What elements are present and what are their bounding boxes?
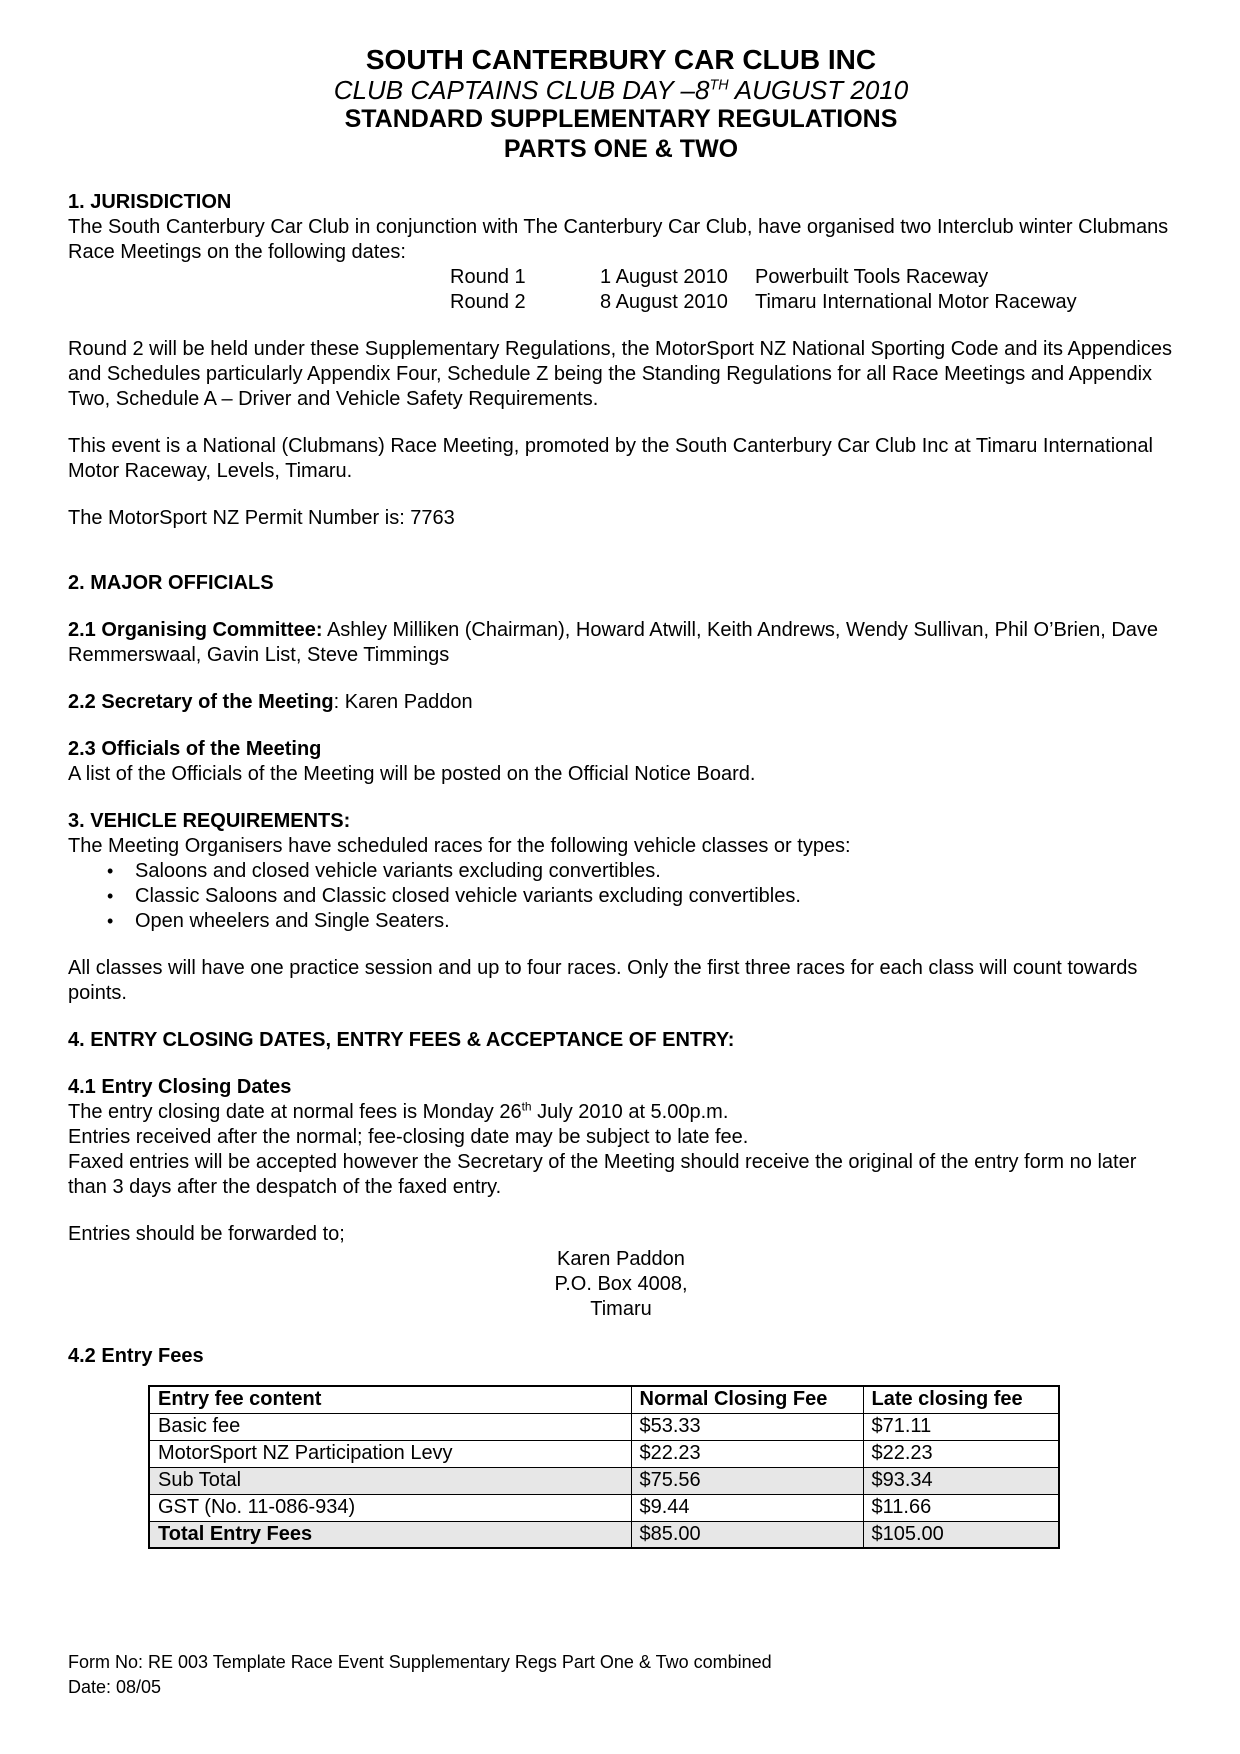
- vehicle-intro: The Meeting Organisers have scheduled races for the following vehicle classes or types:: [68, 835, 851, 857]
- round-2-date: 8 August 2010: [600, 291, 728, 313]
- secretary-name: : Karen Paddon: [333, 691, 473, 713]
- fees-header-normal: Normal Closing Fee: [631, 1386, 863, 1413]
- fee-late-value: $11.66: [863, 1494, 1059, 1521]
- fees-row-participation-levy: [149, 1440, 1059, 1467]
- fee-normal-value: $22.23: [631, 1440, 863, 1467]
- round-2-venue: Timaru International Motor Raceway: [755, 291, 1077, 313]
- entry-closing-line-3: Faxed entries will be accepted however the Secretary of the Meeting should receive the original of the entry form no later than 3 days after the despatch of the faxed entry.: [68, 1151, 1137, 1198]
- fee-label: GST (No. 11-086-934): [149, 1494, 631, 1521]
- fee-label: Basic fee: [149, 1413, 631, 1440]
- document-header: [68, 44, 1174, 164]
- fee-normal-value: $53.33: [631, 1413, 863, 1440]
- fee-normal-value: $85.00: [631, 1521, 863, 1548]
- vehicle-bullet-2-text: Classic Saloons and Classic closed vehicle variants excluding convertibles.: [135, 885, 801, 907]
- event-subtitle-suffix: AUGUST 2010: [728, 75, 909, 105]
- fee-label: Sub Total: [149, 1467, 631, 1494]
- section-entry: [68, 1028, 1174, 1549]
- address-city: Timaru: [590, 1298, 652, 1320]
- officials-heading: 2. MAJOR OFFICIALS: [68, 572, 274, 594]
- bullet-icon: [107, 884, 135, 909]
- section-major-officials: [68, 571, 1174, 787]
- organising-committee-names: Ashley Milliken (Chairman), Howard Atwill, Keith Andrews, Wendy Sullivan, Phil O’Brien, Dave Remmerswaal, Gavin List, Steve Timmings: [68, 619, 1159, 666]
- vehicle-bullet-1: [68, 859, 1174, 884]
- fees-header-content: Entry fee content: [149, 1386, 631, 1413]
- fee-normal-value: $9.44: [631, 1494, 863, 1521]
- vehicle-heading: 3. VEHICLE REQUIREMENTS:: [68, 810, 351, 832]
- entry-closing-line-2: Entries received after the normal; fee-closing date may be subject to late fee.: [68, 1126, 749, 1148]
- form-number-line: Form No: RE 003 Template Race Event Supplementary Regs Part One & Two combined: [68, 1652, 772, 1672]
- jurisdiction-regulations-paragraph: Round 2 will be held under these Supplementary Regulations, the MotorSport NZ National Sporting Code and its Appendices and Schedules particularly Appendix Four, Schedule Z being the Standing Regulations for all Race Meetings and Appendix Two, Schedule A – Driver and Vehicle Safety Requirements.: [68, 338, 1172, 410]
- event-subtitle: [68, 75, 1174, 105]
- permit-number-line: The MotorSport NZ Permit Number is: 7763: [68, 507, 455, 529]
- fee-late-value: $105.00: [863, 1521, 1059, 1548]
- entry-closing-line-1-suffix: July 2010 at 5.00p.m.: [531, 1101, 729, 1123]
- fee-label: MotorSport NZ Participation Levy: [149, 1440, 631, 1467]
- fee-late-value: $93.34: [863, 1467, 1059, 1494]
- fee-late-value: $22.23: [863, 1440, 1059, 1467]
- secretary-label: 2.2 Secretary of the Meeting: [68, 691, 334, 713]
- entry-closing-line-1-prefix: The entry closing date at normal fees is Monday 26: [68, 1101, 522, 1123]
- vehicle-bullet-1-text: Saloons and closed vehicle variants excluding convertibles.: [135, 860, 661, 882]
- event-subtitle-superscript: TH: [709, 77, 729, 94]
- vehicle-bullet-2: [68, 884, 1174, 909]
- document-footer: [68, 1650, 772, 1700]
- fee-late-value: $71.11: [863, 1413, 1059, 1440]
- jurisdiction-intro: The South Canterbury Car Club in conjunction with The Canterbury Car Club, have organised two Interclub winter Clubmans Race Meetings on the following dates:: [68, 216, 1169, 263]
- parts-title: PARTS ONE & TWO: [503, 135, 739, 163]
- fees-row-total: [149, 1521, 1059, 1548]
- entry-closing-heading: 4.1 Entry Closing Dates: [68, 1076, 292, 1098]
- entry-closing-line-1: [68, 1100, 1174, 1125]
- round-2-row: [68, 290, 1174, 315]
- bullet-icon: [107, 909, 135, 934]
- section-jurisdiction: [68, 190, 1174, 531]
- fees-header-row: [149, 1386, 1059, 1413]
- round-1-venue: Powerbuilt Tools Raceway: [755, 266, 989, 288]
- regulations-title: STANDARD SUPPLEMENTARY REGULATIONS: [344, 105, 898, 133]
- form-date-line: Date: 08/05: [68, 1677, 162, 1697]
- round-2-label: Round 2: [450, 291, 526, 313]
- vehicle-bullet-3-text: Open wheelers and Single Seaters.: [135, 910, 450, 932]
- entry-fees-heading: 4.2 Entry Fees: [68, 1345, 204, 1367]
- fees-row-sub-total: [149, 1467, 1059, 1494]
- address-name: Karen Paddon: [557, 1248, 685, 1270]
- fee-normal-value: $75.56: [631, 1467, 863, 1494]
- section-vehicle-requirements: [68, 809, 1174, 1006]
- vehicle-bullet-3: [68, 909, 1174, 934]
- vehicle-outro: All classes will have one practice session and up to four races. Only the first three races for each class will count towards points.: [68, 957, 1138, 1004]
- club-title: SOUTH CANTERBURY CAR CLUB INC: [365, 44, 877, 75]
- entry-closing-superscript: th: [521, 1099, 532, 1114]
- round-1-row: [68, 265, 1174, 290]
- jurisdiction-heading: 1. JURISDICTION: [68, 191, 232, 213]
- secretary-line: [68, 690, 1174, 715]
- fees-row-basic-fee: [149, 1413, 1059, 1440]
- event-subtitle-prefix: CLUB CAPTAINS CLUB DAY –8: [333, 75, 710, 105]
- meeting-officials-block: [68, 737, 1174, 787]
- fees-row-gst: [149, 1494, 1059, 1521]
- bullet-icon: [107, 859, 135, 884]
- meeting-officials-label: 2.3 Officials of the Meeting: [68, 738, 322, 760]
- round-1-label: Round 1: [450, 266, 526, 288]
- fees-header-late: Late closing fee: [863, 1386, 1059, 1413]
- fee-label: Total Entry Fees: [149, 1521, 631, 1548]
- organising-committee-label: 2.1 Organising Committee:: [68, 619, 323, 641]
- entry-heading: 4. ENTRY CLOSING DATES, ENTRY FEES & ACCEPTANCE OF ENTRY:: [68, 1029, 735, 1051]
- jurisdiction-event-paragraph: This event is a National (Clubmans) Race Meeting, promoted by the South Canterbury Car Club Inc at Timaru International Motor Raceway, Levels, Timaru.: [68, 435, 1153, 482]
- entry-fees-table: [148, 1385, 1060, 1549]
- forward-to-label: Entries should be forwarded to;: [68, 1223, 345, 1245]
- round-1-date: 1 August 2010: [600, 266, 728, 288]
- postal-address-block: [68, 1247, 1174, 1322]
- meeting-officials-text: A list of the Officials of the Meeting will be posted on the Official Notice Board.: [68, 763, 756, 785]
- organising-committee-line: [68, 618, 1174, 668]
- address-po-box: P.O. Box 4008,: [554, 1273, 688, 1295]
